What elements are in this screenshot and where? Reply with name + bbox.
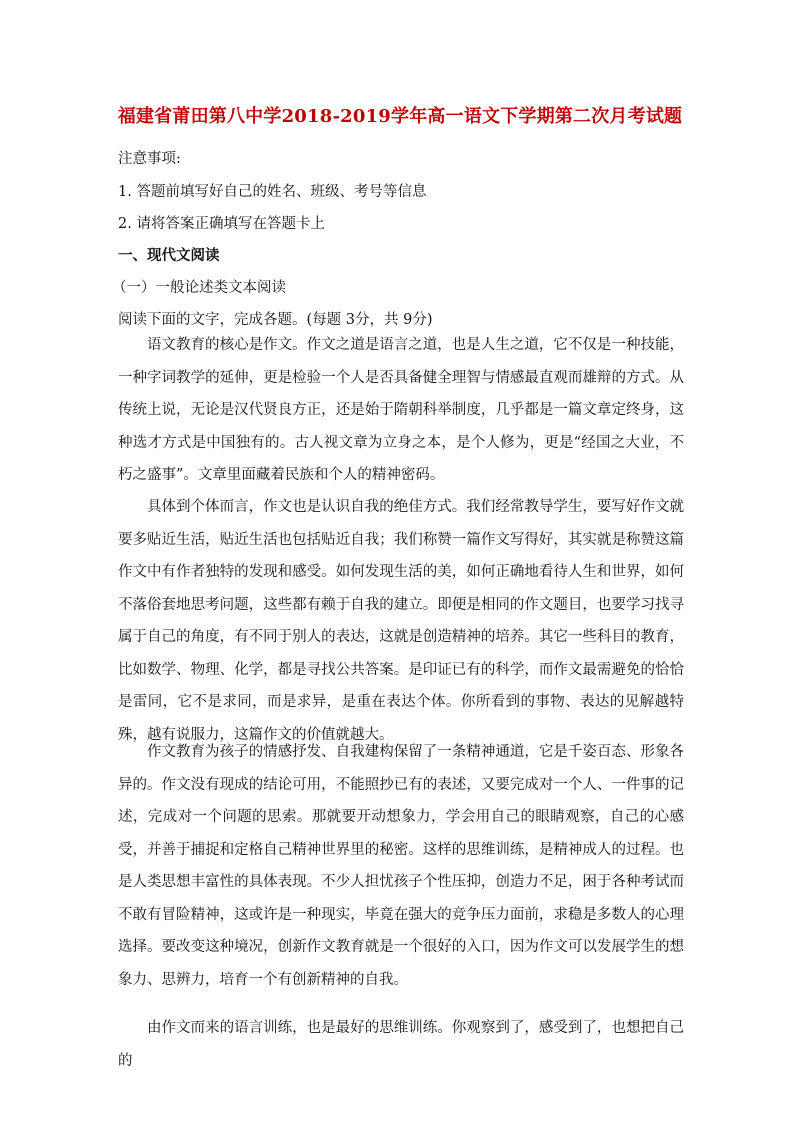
exam-title: 福建省莆田第八中学2018-2019学年高一语文下学期第二次月考试题 xyxy=(117,106,683,127)
paragraph-1: 语文教育的核心是作文。作文之道是语言之道，也是人生之道，它不仅是一种技能，一种字词教学的延伸，更是检验一个人是否具备健全理智与情感最直观而雄辩的方式。从传统上说，无论是汉代贤良方正，还是始于隋朝科举制度，几乎都是一篇文章定终身，这种选才方式是中国独有的。古人视文章为立身之本，是个人修为，更是“经国之大业，不朽之盛事”。文章里面藏着民族和个人的精神密码。 xyxy=(118,337,684,483)
instruction-text: 阅读下面的文字，完成各题。(每题 3分，共 9分) xyxy=(118,312,433,328)
paragraph-3: 作文教育为孩子的情感抒发、自我建构保留了一条精神通道，它是千姿百态、形象各异的。作文没有现成的结论可用，不能照抄已有的表述，又要完成对一个人、一件事的记述，完成对一个问题的思索。那就要开动想象力，学会用自己的眼睛观察，自己的心感受，并善于捕捉和定格自己精神世界里的秘密。这样的思维训练，是精神成人的过程。也是人类思想丰富性的具体表现。不少人担忧孩子个性压抑，创造力不足，困于各种考试而不敢有冒险精神，这或许是一种现实，毕竟在强大的竞争压力面前，求稳是多数人的心理选择。要改变这种境况，创新作文教育就是一个很好的入口，因为作文可以发展学生的想象力、思辨力，培育一个有创新精神的自我。 xyxy=(118,744,684,988)
notice-heading: 注意事项: xyxy=(118,151,181,167)
subsection-title: （一）一般论述类文本阅读 xyxy=(112,280,286,296)
notice-item-1: 1. 答题前填写好自己的姓名、班级、考号等信息 xyxy=(118,184,427,200)
paragraph-2: 具体到个体而言，作文也是认识自我的绝佳方式。我们经常教导学生，要写好作文就要多贴近生活，贴近生活也包括贴近自我；我们称赞一篇作文写得好，其实就是称赞这篇作文中有作者独特的发现和感受。如何发现生活的美，如何正确地看待人生和世界，如何不落俗套地思考问题，这些都有赖于自我的建立。即便是相同的作文题目，也要学习找寻属于自己的角度，有不同于别人的表达，这就是创造精神的培养。其它一些科目的教育，比如数学、物理、化学，都是寻找公共答案。是印证已有的科学，而作文最需避免的恰恰是雷同，它不是求同，而是求异，是重在表达个体。你所看到的事物、表达的见解越特殊，越有说服力，这篇作文的价值就越大。 xyxy=(118,499,684,743)
notice-item-2: 2. 请将答案正确填写在答题卡上 xyxy=(118,216,325,232)
paragraph-4: 由作文而来的语言训练，也是最好的思维训练。你观察到了，感受到了，也想把自己的 xyxy=(118,1020,684,1069)
section-title: 一、现代文阅读 xyxy=(118,247,220,264)
